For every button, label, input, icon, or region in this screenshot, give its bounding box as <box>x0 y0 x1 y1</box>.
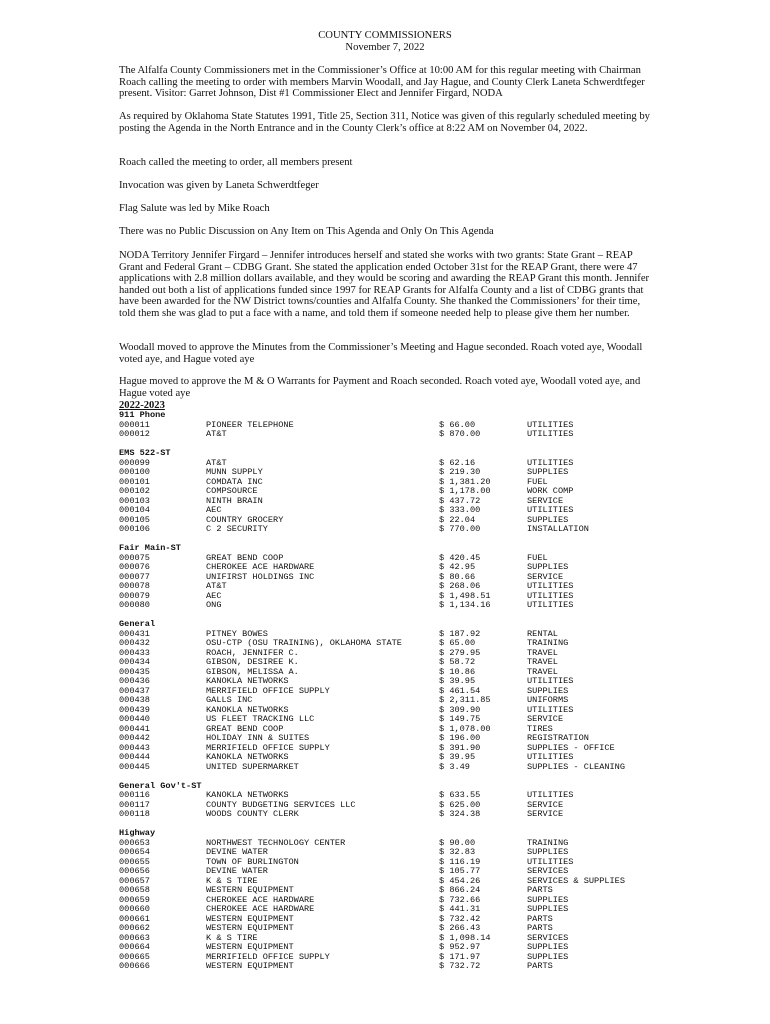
warrant-amount: $ 58.72 <box>439 657 476 667</box>
warrant-row <box>119 877 679 887</box>
vendor-name: WESTERN EQUIPMENT <box>206 942 294 952</box>
vendor-name: MERRIFIELD OFFICE SUPPLY <box>206 685 330 696</box>
expense-category: SERVICE <box>527 809 564 819</box>
warrant-number: 000444 <box>119 752 150 762</box>
warrant-amount: $ 196.00 <box>439 733 481 743</box>
vendor-name: ROACH, JENNIFER C. <box>206 647 299 658</box>
warrant-number: 000435 <box>119 666 150 677</box>
warrant-number: 000666 <box>119 961 150 971</box>
vendor-name: UNITED SUPERMARKET <box>206 761 299 772</box>
vendor-name: PIONEER TELEPHONE <box>206 419 294 430</box>
expense-category: TRAVEL <box>527 657 558 667</box>
expense-category: UTILITIES <box>527 457 574 468</box>
warrant-row <box>119 886 679 896</box>
expense-category: SUPPLIES <box>527 562 569 572</box>
paragraph-call-to-order <box>119 157 659 169</box>
paragraph-text: Flag Salute was led by Mike Roach <box>119 203 270 214</box>
warrant-amount: $ 1,498.51 <box>439 590 491 601</box>
warrant-amount: $ 333.00 <box>439 505 481 515</box>
expense-category: SUPPLIES - CLEANING <box>527 761 625 772</box>
warrant-amount: $ 732.42 <box>439 913 481 924</box>
vendor-name: COMPSOURCE <box>206 486 258 496</box>
vendor-name: COMDATA INC <box>206 476 263 487</box>
expense-category: SERVICE <box>527 799 564 810</box>
vendor-name: NORTHWEST TECHNOLOGY CENTER <box>206 837 346 848</box>
warrant-row <box>119 573 679 583</box>
expense-category: UTILITIES <box>527 419 574 430</box>
vendor-name: NINTH BRAIN <box>206 495 263 506</box>
warrant-amount: $ 32.83 <box>439 847 476 857</box>
warrant-amount: $ 66.00 <box>439 419 476 430</box>
warrant-row <box>119 715 679 725</box>
vendor-name: WESTERN EQUIPMENT <box>206 923 294 933</box>
warrant-number: 000117 <box>119 799 150 810</box>
paragraph-noda <box>119 250 659 320</box>
vendor-name: KANOKLA NETWORKS <box>206 676 289 686</box>
warrant-number: 000437 <box>119 685 150 696</box>
warrant-row <box>119 668 679 678</box>
vendor-name: US FLEET TRACKING LLC <box>206 714 315 724</box>
warrant-row <box>119 516 679 526</box>
vendor-name: TOWN OF BURLINGTON <box>206 856 299 867</box>
expense-category: SUPPLIES <box>527 685 569 696</box>
warrant-row <box>119 696 679 706</box>
vendor-name: CHEROKEE ACE HARDWARE <box>206 894 315 905</box>
warrant-number: 000434 <box>119 657 150 667</box>
section-heading: General <box>119 619 156 629</box>
expense-category: PARTS <box>527 923 553 933</box>
expense-category: UTILITIES <box>527 590 574 601</box>
paragraph-text: Hague moved to approve the M & O Warrants for Payment and Roach seconded. Roach voted aye, Woodall voted aye, and Hague voted aye <box>119 376 641 399</box>
paragraph-attendance <box>119 65 659 100</box>
vendor-name: AEC <box>206 505 222 515</box>
warrant-amount: $ 266.43 <box>439 923 481 933</box>
vendor-name: CHEROKEE ACE HARDWARE <box>206 562 315 572</box>
warrant-amount: $ 2,311.85 <box>439 695 491 705</box>
warrant-row <box>119 896 679 906</box>
warrant-amount: $ 1,078.00 <box>439 723 491 734</box>
expense-category: UTILITIES <box>527 505 574 515</box>
warrant-row <box>119 639 679 649</box>
warrant-amount: $ 441.31 <box>439 904 481 914</box>
expense-category: SERVICES <box>527 866 569 876</box>
vendor-name: GREAT BEND COOP <box>206 552 284 563</box>
warrant-number: 000077 <box>119 571 150 582</box>
vendor-name: GIBSON, DESIREE K. <box>206 657 299 667</box>
warrants-ledger <box>119 400 679 981</box>
expense-category: SERVICES <box>527 932 569 943</box>
warrant-number: 000099 <box>119 457 150 468</box>
expense-category: SUPPLIES <box>527 904 569 914</box>
warrant-number: 000100 <box>119 467 150 477</box>
expense-category: SUPPLIES <box>527 847 569 857</box>
warrant-row <box>119 554 679 564</box>
warrant-row <box>119 487 679 497</box>
warrant-amount: $ 39.95 <box>439 752 476 762</box>
warrant-row <box>119 687 679 697</box>
warrant-number: 000663 <box>119 932 150 943</box>
expense-category: PARTS <box>527 913 553 924</box>
section-heading: Fair Main-ST <box>119 543 181 553</box>
warrant-number: 000105 <box>119 514 150 525</box>
paragraph-text: Woodall moved to approve the Minutes from the Commissioner’s Meeting and Hague seconded. Roach voted aye, Woodall voted aye, and Hague voted aye <box>119 342 643 365</box>
warrant-number: 000441 <box>119 723 150 734</box>
warrant-row <box>119 791 679 801</box>
warrant-amount: $ 454.26 <box>439 875 481 886</box>
warrant-row <box>119 744 679 754</box>
warrant-number: 000445 <box>119 761 150 772</box>
warrant-row <box>119 953 679 963</box>
warrant-amount: $ 187.92 <box>439 628 481 639</box>
paragraph-flag-salute <box>119 203 659 215</box>
warrant-row <box>119 677 679 687</box>
warrant-number: 000101 <box>119 476 150 487</box>
vendor-name: MUNN SUPPLY <box>206 467 263 477</box>
warrant-row <box>119 649 679 659</box>
expense-category: SUPPLIES <box>527 467 569 477</box>
warrant-amount: $ 268.06 <box>439 581 481 591</box>
warrant-amount: $ 1,134.16 <box>439 600 491 610</box>
vendor-name: COUNTRY GROCERY <box>206 514 284 525</box>
warrant-amount: $ 1,098.14 <box>439 932 491 943</box>
expense-category: FUEL <box>527 552 548 563</box>
expense-category: UTILITIES <box>527 676 574 686</box>
expense-category: FUEL <box>527 476 548 487</box>
paragraph-text: Invocation was given by Laneta Schwerdtfeger <box>119 180 319 191</box>
warrant-number: 000438 <box>119 695 150 705</box>
warrant-number: 000431 <box>119 628 150 639</box>
ledger-section <box>119 449 679 535</box>
warrant-row <box>119 924 679 934</box>
vendor-name: OSU-CTP (OSU TRAINING), OKLAHOMA STATE <box>206 638 402 648</box>
warrant-amount: $ 1,178.00 <box>439 486 491 496</box>
paragraph-text: Roach called the meeting to order, all members present <box>119 157 353 168</box>
vendor-name: HOLIDAY INN & SUITES <box>206 733 310 743</box>
vendor-name: UNIFIRST HOLDINGS INC <box>206 571 315 582</box>
warrant-row <box>119 563 679 573</box>
expense-category: SUPPLIES <box>527 894 569 905</box>
expense-category: TRAVEL <box>527 647 558 658</box>
warrant-number: 000659 <box>119 894 150 905</box>
warrant-number: 000012 <box>119 429 150 439</box>
warrant-number: 000116 <box>119 790 150 800</box>
expense-category: UTILITIES <box>527 790 574 800</box>
vendor-name: AT&T <box>206 457 227 468</box>
warrant-number: 000661 <box>119 913 150 924</box>
warrant-amount: $ 732.66 <box>439 894 481 905</box>
vendor-name: K & S TIRE <box>206 932 258 943</box>
warrant-number: 000078 <box>119 581 150 591</box>
warrant-amount: $ 420.45 <box>439 552 481 563</box>
warrant-row <box>119 763 679 773</box>
expense-category: SERVICE <box>527 571 564 582</box>
expense-category: UTILITIES <box>527 856 574 867</box>
ledger-section <box>119 544 679 611</box>
vendor-name: KANOKLA NETWORKS <box>206 790 289 800</box>
vendor-name: KANOKLA NETWORKS <box>206 704 289 715</box>
warrant-number: 000432 <box>119 638 150 648</box>
warrant-row <box>119 706 679 716</box>
warrant-amount: $ 62.16 <box>439 457 476 468</box>
warrant-amount: $ 461.54 <box>439 685 481 696</box>
warrant-amount: $ 90.00 <box>439 837 476 848</box>
warrant-row <box>119 459 679 469</box>
paragraph-public-discussion <box>119 226 659 238</box>
warrant-row <box>119 915 679 925</box>
warrant-number: 000662 <box>119 923 150 933</box>
warrant-number: 000443 <box>119 742 150 753</box>
warrant-amount: $ 80.66 <box>439 571 476 582</box>
paragraph-minutes-motion <box>119 342 659 365</box>
warrant-number: 000433 <box>119 647 150 658</box>
expense-category: SERVICE <box>527 495 564 506</box>
warrant-amount: $ 870.00 <box>439 429 481 439</box>
vendor-name: MERRIFIELD OFFICE SUPPLY <box>206 742 330 753</box>
warrant-amount: $ 770.00 <box>439 524 481 534</box>
warrant-row <box>119 658 679 668</box>
expense-category: INSTALLATION <box>527 524 589 534</box>
paragraph-text: As required by Oklahoma State Statutes 1991, Title 25, Section 311, Notice was given of this regularly scheduled meeting by posting the Agenda in the North Entrance and in the County Clerk’s office at 8:22 AM on November 04, 2022. <box>119 111 650 134</box>
expense-category: PARTS <box>527 961 553 971</box>
expense-category: SUPPLIES <box>527 951 569 962</box>
expense-category: SUPPLIES <box>527 514 569 525</box>
warrant-number: 000436 <box>119 676 150 686</box>
fiscal-year-heading: 2022-2023 <box>119 400 165 411</box>
warrant-number: 000442 <box>119 733 150 743</box>
warrant-amount: $ 116.19 <box>439 856 481 867</box>
warrant-amount: $ 105.77 <box>439 866 481 876</box>
warrant-amount: $ 309.90 <box>439 704 481 715</box>
expense-category: REGISTRATION <box>527 733 589 743</box>
ledger-sections <box>119 411 679 972</box>
ledger-section <box>119 782 679 820</box>
paragraph-notice <box>119 111 659 134</box>
expense-category: SUPPLIES <box>527 942 569 952</box>
vendor-name: CHEROKEE ACE HARDWARE <box>206 904 315 914</box>
warrant-row <box>119 592 679 602</box>
vendor-name: DEVINE WATER <box>206 847 268 857</box>
vendor-name: GALLS INC <box>206 695 253 705</box>
warrant-number: 000658 <box>119 885 150 895</box>
warrant-number: 000439 <box>119 704 150 715</box>
expense-category: TIRES <box>527 723 553 734</box>
document-title: COUNTY COMMISSIONERS <box>318 30 452 41</box>
section-heading: EMS 522-ST <box>119 448 171 458</box>
vendor-name: WOODS COUNTY CLERK <box>206 809 299 819</box>
warrant-row <box>119 810 679 820</box>
warrant-number: 000440 <box>119 714 150 724</box>
vendor-name: WESTERN EQUIPMENT <box>206 913 294 924</box>
vendor-name: WESTERN EQUIPMENT <box>206 885 294 895</box>
warrant-number: 000076 <box>119 562 150 572</box>
warrant-row <box>119 801 679 811</box>
warrant-number: 000118 <box>119 809 150 819</box>
vendor-name: C 2 SECURITY <box>206 524 268 534</box>
warrant-row <box>119 430 679 440</box>
warrant-row <box>119 421 679 431</box>
expense-category: UTILITIES <box>527 429 574 439</box>
warrant-number: 000657 <box>119 875 150 886</box>
vendor-name: WESTERN EQUIPMENT <box>206 961 294 971</box>
warrant-row <box>119 858 679 868</box>
warrant-row <box>119 905 679 915</box>
vendor-name: AT&T <box>206 429 227 439</box>
warrant-number: 000102 <box>119 486 150 496</box>
warrant-number: 000665 <box>119 951 150 962</box>
expense-category: PARTS <box>527 885 553 895</box>
warrant-amount: $ 39.95 <box>439 676 476 686</box>
warrant-number: 000656 <box>119 866 150 876</box>
warrant-amount: $ 324.38 <box>439 809 481 819</box>
warrant-amount: $ 42.95 <box>439 562 476 572</box>
vendor-name: COUNTY BUDGETING SERVICES LLC <box>206 799 356 810</box>
warrant-row <box>119 582 679 592</box>
warrant-number: 000011 <box>119 419 150 430</box>
warrant-amount: $ 1,381.20 <box>439 476 491 487</box>
warrant-number: 000654 <box>119 847 150 857</box>
expense-category: TRAINING <box>527 837 569 848</box>
paragraph-text: The Alfalfa County Commissioners met in the Commissioner’s Office at 10:00 AM for this regular meeting with Chairman Roach calling the meeting to order with members Marvin Woodall, and Jay Hague, and County Clerk Laneta Schwerdtfeger present. Visitor: Garret Johnson, Dist #1 Commissioner Elect and Jennifer Firgard, NODA <box>119 65 645 100</box>
vendor-name: ONG <box>206 600 222 610</box>
vendor-name: PITNEY BOWES <box>206 628 268 639</box>
warrant-row <box>119 506 679 516</box>
expense-category: UTILITIES <box>527 600 574 610</box>
warrant-row <box>119 525 679 535</box>
warrant-row <box>119 962 679 972</box>
warrant-amount: $ 171.97 <box>439 951 481 962</box>
warrant-row <box>119 839 679 849</box>
expense-category: TRAINING <box>527 638 569 648</box>
section-heading: Highway <box>119 828 156 838</box>
ledger-section <box>119 411 679 440</box>
warrant-amount: $ 3.49 <box>439 761 470 772</box>
warrant-number: 000104 <box>119 505 150 515</box>
expense-category: UNIFORMS <box>527 695 569 705</box>
paragraph-text: NODA Territory Jennifer Firgard – Jennifer introduces herself and stated she works with two grants: State Grant – REAP Grant and Federal Grant – CDBG Grant. She stated the application ended October 31st for the REAP Grant, there were 47 applications with 2.8 million dollars available, and they would be scoring and awarding the REAP Grant this month. Jennifer handed out both a list of applications funded since 1997 for REAP Grants for Alfalfa County and a list of CDBG grants that have been awarded for the NW District towns/counties and Alfalfa County. She thanked the Commissioners’ for their time, told them she was glad to put a face with a name, and told them if someone needed help to please give them her number. <box>119 250 650 319</box>
warrant-number: 000103 <box>119 495 150 506</box>
warrant-amount: $ 952.97 <box>439 942 481 952</box>
expense-category: UTILITIES <box>527 581 574 591</box>
vendor-name: AEC <box>206 590 222 601</box>
warrant-number: 000079 <box>119 590 150 601</box>
expense-category: WORK COMP <box>527 486 574 496</box>
expense-category: RENTAL <box>527 628 558 639</box>
warrant-amount: $ 437.72 <box>439 495 481 506</box>
vendor-name: GIBSON, MELISSA A. <box>206 666 299 677</box>
warrant-amount: $ 732.72 <box>439 961 481 971</box>
warrant-row <box>119 601 679 611</box>
warrant-amount: $ 866.24 <box>439 885 481 895</box>
section-heading: General Gov't-ST <box>119 780 202 791</box>
warrant-amount: $ 10.86 <box>439 666 476 677</box>
expense-category: UTILITIES <box>527 752 574 762</box>
warrant-row <box>119 848 679 858</box>
warrant-number: 000075 <box>119 552 150 563</box>
vendor-name: K & S TIRE <box>206 875 258 886</box>
vendor-name: DEVINE WATER <box>206 866 268 876</box>
warrant-row <box>119 943 679 953</box>
expense-category: SERVICES & SUPPLIES <box>527 875 625 886</box>
warrant-row <box>119 478 679 488</box>
vendor-name: AT&T <box>206 581 227 591</box>
warrant-number: 000655 <box>119 856 150 867</box>
ledger-section <box>119 829 679 972</box>
warrant-amount: $ 22.04 <box>439 514 476 525</box>
warrant-row <box>119 934 679 944</box>
section-heading: 911 Phone <box>119 410 166 420</box>
warrant-number: 000660 <box>119 904 150 914</box>
ledger-section <box>119 620 679 772</box>
expense-category: SUPPLIES - OFFICE <box>527 742 615 753</box>
paragraph-invocation <box>119 180 659 192</box>
warrant-row <box>119 468 679 478</box>
warrant-amount: $ 625.00 <box>439 799 481 810</box>
vendor-name: KANOKLA NETWORKS <box>206 752 289 762</box>
vendor-name: MERRIFIELD OFFICE SUPPLY <box>206 951 330 962</box>
warrant-amount: $ 149.75 <box>439 714 481 724</box>
warrant-amount: $ 65.00 <box>439 638 476 648</box>
warrant-number: 000106 <box>119 524 150 534</box>
warrant-amount: $ 391.90 <box>439 742 481 753</box>
warrant-amount: $ 633.55 <box>439 790 481 800</box>
warrant-row <box>119 497 679 507</box>
document-date: November 7, 2022 <box>345 41 425 53</box>
warrant-amount: $ 219.30 <box>439 467 481 477</box>
warrant-number: 000080 <box>119 600 150 610</box>
warrant-row <box>119 725 679 735</box>
vendor-name: GREAT BEND COOP <box>206 723 284 734</box>
warrant-amount: $ 279.95 <box>439 647 481 658</box>
expense-category: UTILITIES <box>527 704 574 715</box>
expense-category: TRAVEL <box>527 666 558 677</box>
warrant-number: 000664 <box>119 942 150 952</box>
warrant-number: 000653 <box>119 837 150 848</box>
expense-category: SERVICE <box>527 714 564 724</box>
paragraph-text: There was no Public Discussion on Any Item on This Agenda and Only On This Agenda <box>119 226 494 237</box>
paragraph-warrants-motion <box>119 376 659 399</box>
